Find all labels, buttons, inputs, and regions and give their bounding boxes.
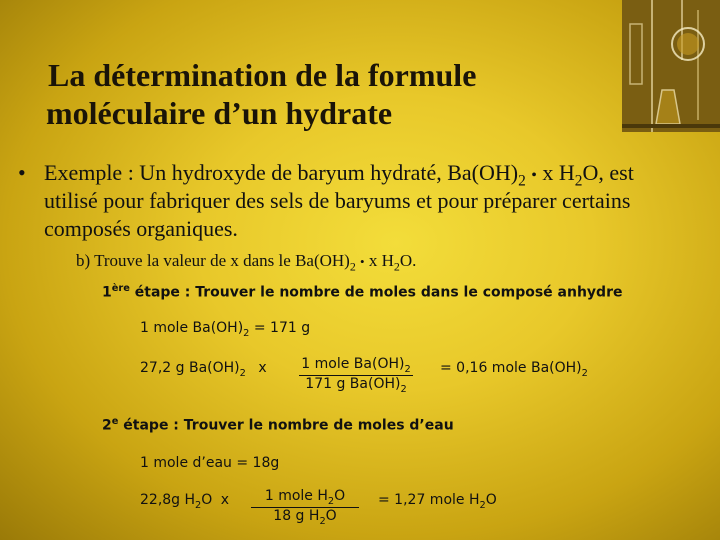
question-sub-a: 2 [349,259,356,274]
step-1-calc-left [140,360,267,379]
hydrate-dot: • [531,167,537,184]
step-2-frac-den-sub: 2 [319,515,326,527]
step-2-number: 2 [102,417,112,434]
question-sub-b: 2 [393,259,400,274]
question-text-c: O. [399,251,417,270]
step-1-number: 1 [102,284,112,301]
step-2-fraction [240,488,370,527]
step-2-fraction-numerator [251,488,359,508]
step-2-frac-den-end: O [325,507,337,524]
example-line-3: composés organiques. [44,216,238,241]
question-text-b: x H [368,251,394,270]
step-2-heading [102,416,454,434]
example-text-b: x H [542,160,575,185]
bullet-marker: • [18,160,26,185]
step-2-frac-num-text: 1 mole H [264,488,328,504]
step-1-frac-num-sub: 2 [404,363,411,375]
example-line-1 [44,160,634,190]
step-1-frac-den-sub: 2 [400,383,407,395]
example-line-2: utilisé pour fabriquer des sels de baryums et pour préparer certains [44,188,631,213]
step-1-result-sub: 2 [581,367,588,379]
step-1-result-text: = 0,16 mole Ba(OH) [440,360,582,376]
step-1-eq-sub: 2 [243,327,250,339]
step-2-calc-left-sub: 2 [195,499,202,511]
example-sub-a: 2 [518,172,526,190]
step-2-frac-den-text: 18 g H [273,507,320,524]
step-1-equivalence [140,320,310,339]
slide-title [48,56,608,132]
step-1-result [440,360,588,379]
question-text-a: b) Trouve la valeur de x dans le Ba(OH) [76,251,350,270]
step-2-calc-left-text: 22,8g H [140,492,196,508]
step-1-fraction [286,356,426,395]
step-2-result-end: O [485,492,497,508]
step-2-equivalence: 1 mole d’eau = 18g [140,455,280,471]
step-1-calc-left-sub: 2 [239,367,246,379]
step-1-label: étape : Trouver le nombre de moles dans le composé anhydre [134,284,623,301]
step-1-calc-left-text: 27,2 g Ba(OH) [140,360,240,376]
step-2-sup: e [111,416,119,427]
step-2-result-sub: 2 [479,499,486,511]
step-1-eq-end: = 171 g [249,320,311,336]
step-1-heading [102,283,622,301]
question-dot: • [360,254,365,269]
step-1-frac-den-text: 171 g Ba(OH) [305,375,401,392]
step-1-fraction-numerator [299,356,412,376]
step-2-calc-left-end: O [201,492,213,508]
step-1-times: x [258,360,267,376]
step-2-calc-left [140,492,229,511]
step-2-result [378,492,497,511]
example-text-c: O, est [582,160,634,185]
title-line-1: La détermination de la formule [48,57,477,93]
title-line-2: moléculaire d’un hydrate [46,95,393,131]
step-2-label: étape : Trouver le nombre de moles d’eau [123,417,454,434]
question-b [76,251,416,274]
step-1-eq-text: 1 mole Ba(OH) [140,320,244,336]
step-2-fraction-denominator [273,507,337,527]
step-1-frac-num-text: 1 mole Ba(OH) [301,356,405,372]
step-2-times: x [220,492,230,508]
step-2-frac-num-sub: 2 [327,495,335,507]
step-1-fraction-denominator [305,375,407,395]
example-sub-b: 2 [574,172,583,190]
lab-glassware-image [622,0,720,132]
example-text-a: Exemple : Un hydroxyde de baryum hydraté, Ba(OH) [44,160,519,185]
step-1-sup: ère [111,283,130,294]
step-2-result-text: = 1,27 mole H [378,492,480,508]
step-2-frac-num-end: O [334,488,346,504]
